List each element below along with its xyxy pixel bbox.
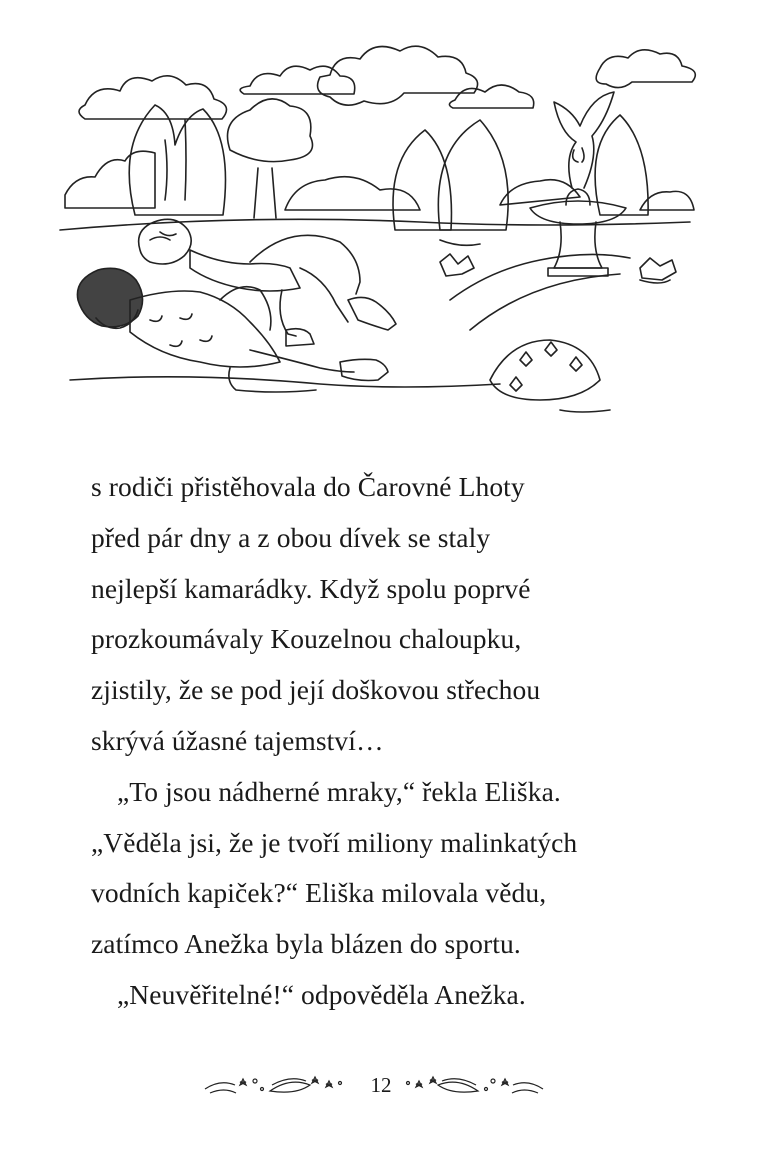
text-line: „To jsou nádherné mraky,“ řekla Eliška. xyxy=(117,775,561,807)
flower-bushes xyxy=(440,254,676,412)
text-line: zatímco Anežka byla blázen do sportu. xyxy=(91,928,521,960)
text-line: nejlepší kamarádky. Když spolu poprvé xyxy=(91,572,531,604)
text-line: „Věděla jsi, že je tvoří miliony malinkatých xyxy=(91,826,578,858)
body-text xyxy=(91,462,711,1021)
right-ornament-icon xyxy=(398,1071,548,1101)
garden-path xyxy=(440,240,670,330)
girl-curly-hair xyxy=(139,219,396,346)
bird-fountain xyxy=(530,92,626,276)
text-line: skrývá úžasné tajemství… xyxy=(91,724,384,756)
clouds xyxy=(79,46,695,119)
garden-illustration xyxy=(0,0,762,440)
page-number: 12 xyxy=(370,1073,392,1097)
text-line: zjistily, že se pod její doškovou střechou xyxy=(91,674,541,706)
text-line: vodních kapiček?“ Eliška milovala vědu, xyxy=(91,877,547,909)
text-line: „Neuvěřitelné!“ odpověděla Anežka. xyxy=(117,978,526,1010)
left-ornament-icon xyxy=(200,1071,350,1101)
text-line: před pár dny a z obou dívek se staly xyxy=(91,521,491,553)
text-line: prozkoumávaly Kouzelnou chaloupku, xyxy=(91,623,522,655)
page-footer xyxy=(0,1067,762,1107)
text-line: s rodiči přistěhovala do Čarovné Lhoty xyxy=(91,471,525,502)
